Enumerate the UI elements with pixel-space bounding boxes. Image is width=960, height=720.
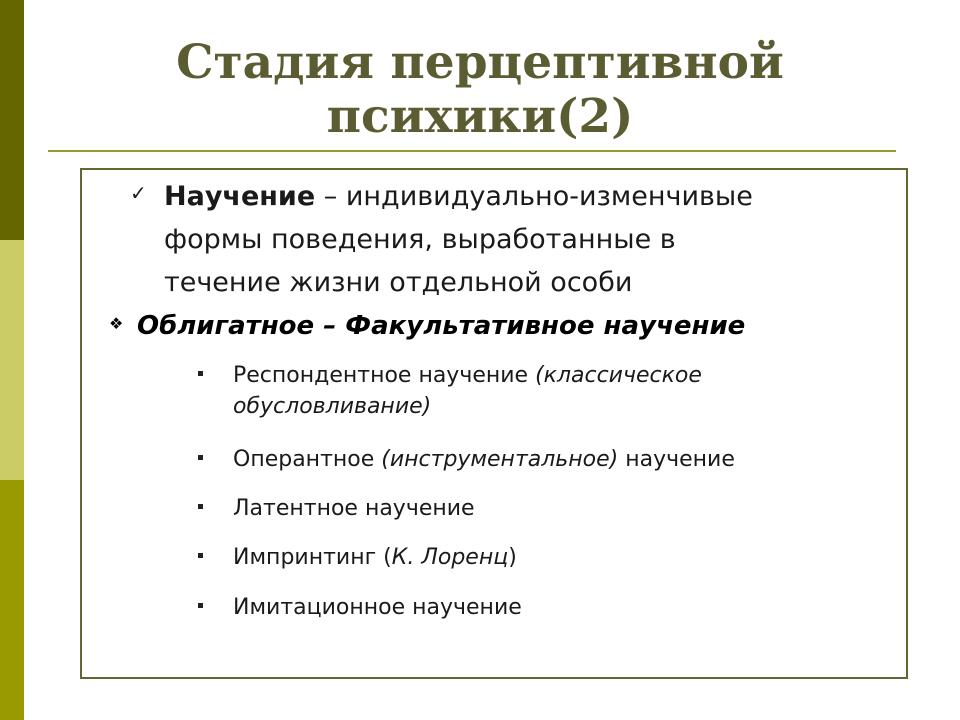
section-heading: Облигатное – Факультативное научение xyxy=(137,311,746,341)
list-item-operant: Оперантное (инструментальное) научение xyxy=(233,447,735,472)
square-bullet-icon xyxy=(198,504,203,509)
decor-band-middle xyxy=(0,240,24,480)
slide-title xyxy=(0,36,960,144)
list-item-imprinting: Импринтинг (К. Лоренц) xyxy=(233,545,517,570)
list-item-latent: Латентное научение xyxy=(233,496,475,521)
slide-title-line1: Стадия перцептивной xyxy=(176,35,784,90)
diamond-bullet-icon: ❖ xyxy=(109,314,124,333)
square-bullet-icon xyxy=(198,371,203,376)
decor-band-bottom xyxy=(0,480,24,720)
square-bullet-icon xyxy=(198,553,203,558)
list-item-respondent: Респондентное научение (классическое обусловливание) xyxy=(233,363,702,419)
definition-line2: формы поведения, выработанные в xyxy=(164,224,676,255)
definition-line1: – индивидуально-изменчивые xyxy=(315,181,753,212)
title-divider xyxy=(48,150,896,152)
list-item-imitation: Имитационное научение xyxy=(233,595,522,620)
definition-text xyxy=(164,175,884,304)
checkmark-icon: ✓ xyxy=(130,181,147,205)
definition-line3: течение жизни отдельной особи xyxy=(164,267,633,298)
slide-title-line2: психики(2) xyxy=(326,89,634,144)
square-bullet-icon xyxy=(198,455,203,460)
square-bullet-icon xyxy=(198,603,203,608)
definition-term: Научение xyxy=(164,181,316,212)
